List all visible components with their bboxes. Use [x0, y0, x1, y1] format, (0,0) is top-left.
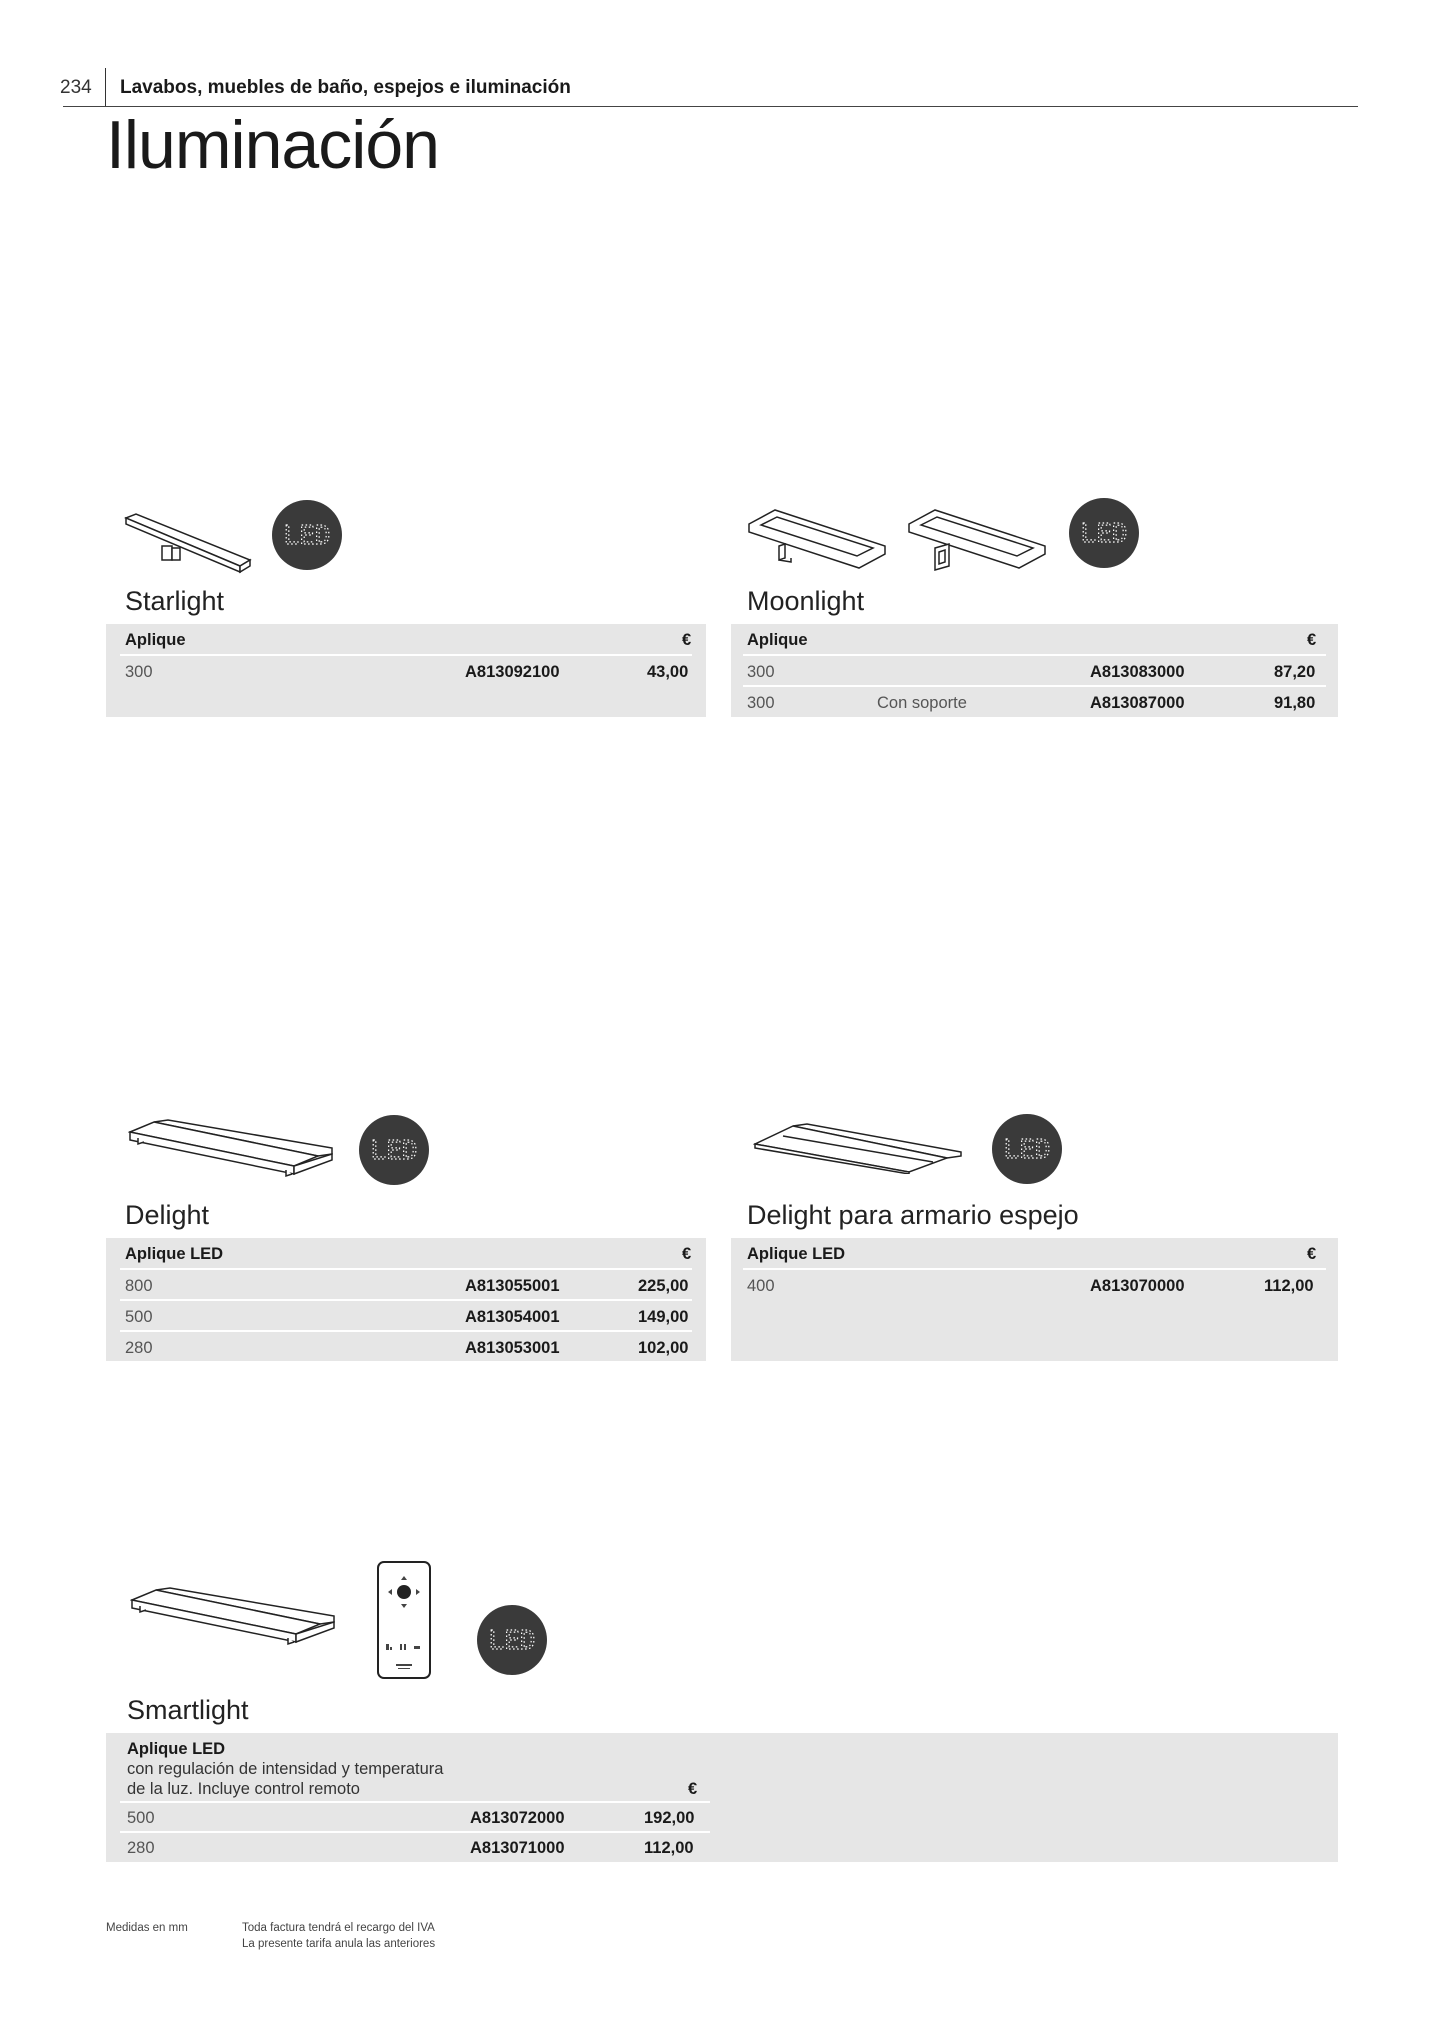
- smartlight-name: Smartlight: [127, 1695, 249, 1725]
- currency-symbol: €: [1307, 631, 1317, 649]
- page-number: 234: [60, 77, 92, 98]
- price-cell: 87,20: [1274, 663, 1316, 681]
- size-cell: 800: [125, 1277, 153, 1295]
- table-row: [106, 1301, 706, 1331]
- size-cell: 300: [747, 663, 775, 681]
- page-title: Iluminación: [106, 107, 439, 183]
- led-badge-label: LED: [370, 1136, 418, 1166]
- led-badge-icon: [272, 500, 342, 570]
- price-cell: 192,00: [644, 1809, 695, 1827]
- smartlight-table: [106, 1733, 1338, 1862]
- price-cell: 112,00: [644, 1839, 694, 1857]
- led-badge-label: LED: [488, 1626, 536, 1656]
- footer-note: Toda factura tendrá el recargo del IVA: [242, 1922, 435, 1934]
- starlight-lamp-icon: [122, 510, 252, 574]
- table-title: Aplique: [125, 631, 186, 649]
- currency-row: [106, 1773, 1338, 1803]
- price-cell: 225,00: [638, 1277, 689, 1295]
- code-cell: A813071000: [470, 1839, 565, 1857]
- table-row: [106, 1802, 1338, 1832]
- header-divider: [105, 68, 106, 106]
- note-cell: Con soporte: [877, 694, 967, 712]
- size-cell: 500: [127, 1809, 155, 1827]
- delight-table: [106, 1238, 706, 1361]
- table-row: [106, 1270, 706, 1300]
- size-cell: 300: [747, 694, 775, 712]
- description-line: con regulación de intensidad y temperatura: [127, 1760, 444, 1778]
- table-title: Aplique LED: [747, 1245, 846, 1263]
- table-row: [106, 1332, 706, 1362]
- size-cell: 280: [127, 1839, 155, 1857]
- starlight-name: Starlight: [125, 586, 225, 616]
- table-header-row: [731, 624, 1338, 654]
- led-badge-icon: [992, 1114, 1062, 1184]
- code-cell: A813072000: [470, 1809, 565, 1827]
- footer-note: La presente tarifa anula las anteriores: [242, 1938, 436, 1950]
- remote-control-icon: [376, 1560, 432, 1680]
- table-row: [106, 656, 706, 686]
- table-title: Aplique LED: [125, 1245, 224, 1263]
- size-cell: 400: [747, 1277, 775, 1295]
- delight-name: Delight: [125, 1200, 210, 1230]
- table-header-row: [731, 1238, 1338, 1268]
- code-cell: A813055001: [465, 1277, 560, 1295]
- led-badge-icon: [477, 1605, 547, 1675]
- delight-mirror-table: [731, 1238, 1338, 1361]
- led-badge-icon: [359, 1115, 429, 1185]
- currency-symbol: €: [688, 1780, 698, 1798]
- table-title: Aplique LED: [127, 1740, 226, 1758]
- size-cell: 300: [125, 663, 153, 681]
- size-cell: 280: [125, 1339, 153, 1357]
- price-cell: 102,00: [638, 1339, 689, 1357]
- price-cell: 112,00: [1264, 1277, 1314, 1295]
- table-row: [731, 687, 1338, 717]
- moonlight-lamp-icon: [745, 508, 890, 570]
- code-cell: A813054001: [465, 1308, 560, 1326]
- moonlight-name: Moonlight: [747, 586, 865, 616]
- code-cell: A813083000: [1090, 663, 1185, 681]
- led-badge-label: LED: [1003, 1135, 1051, 1165]
- table-row: [731, 656, 1338, 686]
- delight-mirror-lamp-icon: [753, 1122, 963, 1174]
- led-badge-label: LED: [1080, 519, 1128, 549]
- currency-symbol: €: [682, 631, 692, 649]
- section-title: Lavabos, muebles de baño, espejos e iluminación: [120, 77, 571, 98]
- footer-units: Medidas en mm: [106, 1922, 188, 1934]
- price-cell: 91,80: [1274, 694, 1316, 712]
- code-cell: A813053001: [465, 1339, 560, 1357]
- code-cell: A813087000: [1090, 694, 1185, 712]
- led-badge-label: LED: [283, 521, 331, 551]
- smartlight-lamp-icon: [130, 1586, 336, 1646]
- description-line: de la luz. Incluye control remoto: [127, 1780, 360, 1798]
- code-cell: A813070000: [1090, 1277, 1185, 1295]
- table-row: [731, 1270, 1338, 1300]
- code-cell: A813092100: [465, 663, 560, 681]
- table-header-row: [106, 624, 706, 654]
- price-cell: 149,00: [638, 1308, 689, 1326]
- delight-lamp-icon: [128, 1118, 334, 1178]
- led-badge-icon: [1069, 498, 1139, 568]
- currency-symbol: €: [1307, 1245, 1317, 1263]
- price-cell: 43,00: [647, 663, 689, 681]
- moonlight-support-lamp-icon: [905, 508, 1050, 572]
- table-row: [106, 1832, 1338, 1862]
- footer-notes: [242, 1920, 435, 1952]
- moonlight-table: [731, 624, 1338, 717]
- size-cell: 500: [125, 1308, 153, 1326]
- starlight-table: [106, 624, 706, 717]
- table-title: Aplique: [747, 631, 808, 649]
- currency-symbol: €: [682, 1245, 692, 1263]
- table-header-row: [106, 1238, 706, 1268]
- delight-mirror-name: Delight para armario espejo: [747, 1200, 1079, 1230]
